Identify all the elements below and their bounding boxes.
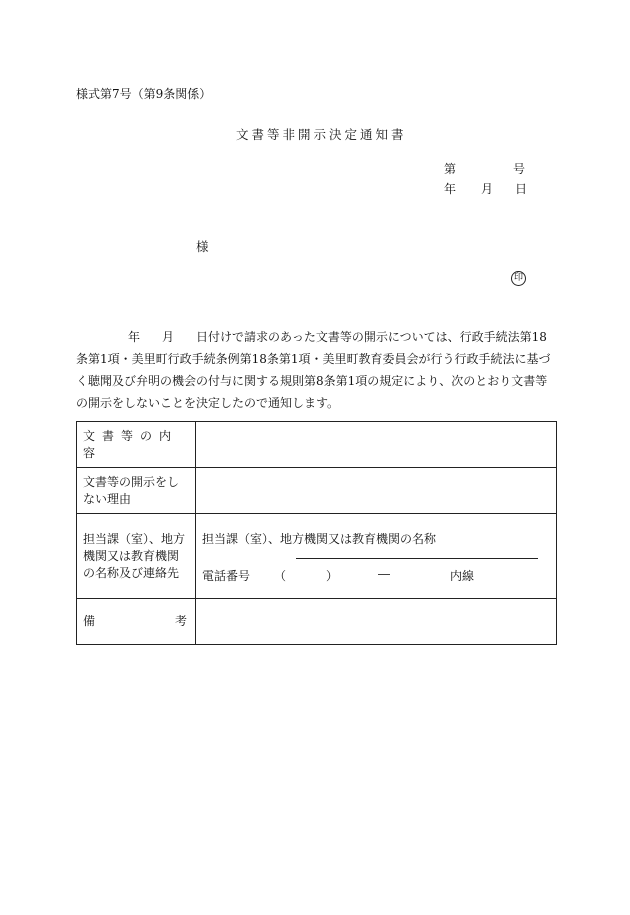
contact-phone-line (202, 567, 474, 584)
date-year: 年 (444, 182, 457, 196)
phone-extension: 内線 (450, 569, 475, 583)
row-remarks (77, 599, 557, 645)
remarks-left: 備 (83, 614, 96, 628)
date-day: 日 (515, 182, 528, 196)
doc-number-suffix: 号 (513, 162, 526, 176)
row-reason (77, 468, 557, 514)
value-reason (196, 468, 557, 514)
body-paragraph (76, 326, 554, 414)
contact-name-label: 担当課（室）、地方機関又は教育機関の名称 (202, 532, 437, 546)
label-contact: 担当課（室）、地方機関又は教育機関の名称及び連絡先 (77, 514, 196, 599)
label-content: 文書等の内容 (77, 422, 196, 468)
phone-dash: ― (378, 567, 391, 581)
document-title: 文書等非開示決定通知書 (236, 127, 407, 142)
info-table (76, 421, 557, 645)
form-number: 様式第7号（第9条関係） (76, 87, 212, 101)
row-content (77, 422, 557, 468)
phone-label: 電話番号 (202, 569, 251, 583)
row-contact (77, 514, 557, 599)
phone-paren-close: ） (326, 569, 339, 583)
doc-number-prefix: 第 (444, 162, 457, 176)
body-year: 年 (128, 330, 141, 344)
value-content (196, 422, 557, 468)
body-month: 月 (162, 330, 175, 344)
addressee-honorific: 様 (196, 239, 209, 254)
value-remarks (196, 599, 557, 645)
label-remarks (77, 599, 196, 645)
seal-mark: 印 (511, 271, 526, 286)
body-text: 日付けで請求のあった文書等の開示については、行政手続法第18条第1項・美里町行政手続条例第18条第1項・美里町教育委員会が行う行政手続法に基づく聴聞及び弁明の機会の付与に関する規則第8条第1項の規定により、次のとおり文書等の開示をしないことを決定したので通知します。 (76, 330, 551, 410)
contact-name-rule (296, 558, 538, 559)
date-month: 月 (481, 182, 494, 196)
value-contact (196, 514, 557, 599)
remarks-right: 考 (174, 614, 187, 628)
phone-paren-open: （ (274, 569, 287, 583)
label-reason: 文書等の開示をしない理由 (77, 468, 196, 514)
